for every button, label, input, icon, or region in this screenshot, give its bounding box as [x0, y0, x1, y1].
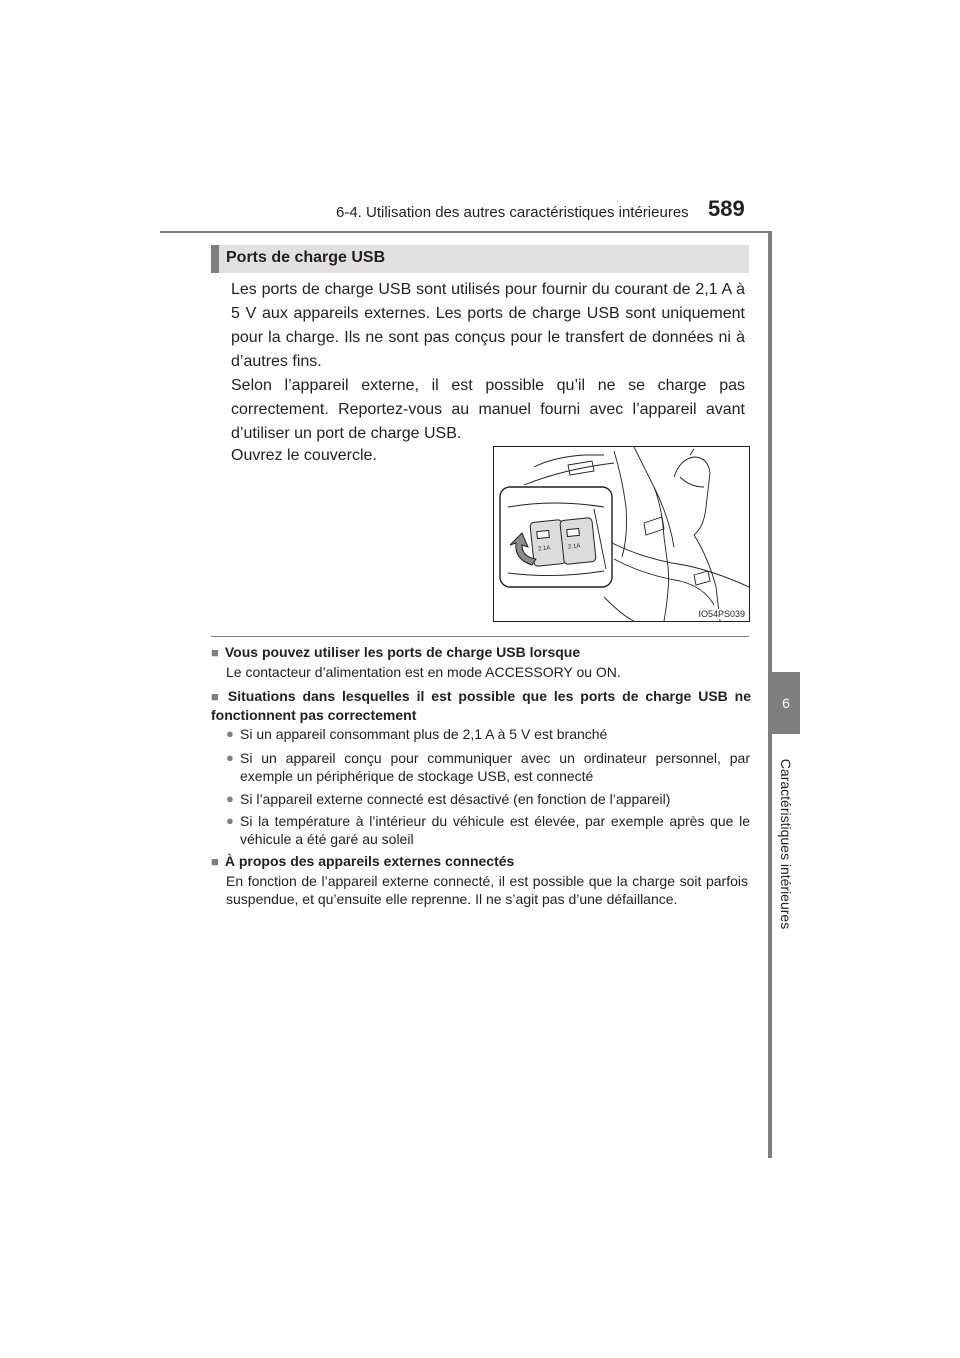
square-bullet-icon: ■	[211, 854, 219, 869]
bullet-text: Si un appareil consommant plus de 2,1 A à 5 V est branché	[240, 726, 608, 742]
step-text: Ouvrez le couvercle.	[231, 447, 377, 464]
chapter-label: Caractéristiques intérieures	[778, 758, 794, 930]
circle-bullet-icon: ●	[226, 791, 234, 806]
usb-port-illustration	[493, 446, 750, 622]
circle-bullet-icon: ●	[226, 750, 234, 765]
bullet-text: Si la température à l’intérieur du véhicule est élevée, par exemple après que le véhicule a été garé au soleil	[240, 813, 750, 847]
chapter-number-tab: 6	[772, 672, 800, 734]
circle-bullet-icon: ●	[226, 726, 234, 741]
note-heading-2	[211, 687, 751, 724]
section-divider	[211, 636, 749, 637]
note-heading-1	[211, 643, 751, 662]
note-text-1: Le contacteur d’alimentation est en mode ACCESSORY ou ON.	[226, 664, 621, 680]
section-header-bar	[211, 245, 219, 273]
bullet-text: Si un appareil conçu pour communiquer avec un ordinateur personnel, par exemple un périphérique de stockage USB, est connecté	[240, 750, 750, 784]
square-bullet-icon: ■	[211, 689, 222, 704]
bullet-item	[226, 725, 750, 743]
square-bullet-icon: ■	[211, 645, 219, 660]
note-heading-3	[211, 852, 751, 871]
usb-port-label-1: 2.1A	[537, 545, 551, 553]
bullet-item	[226, 812, 750, 848]
note-heading-1-text: Vous pouvez utiliser les ports de charge USB lorsque	[224, 644, 581, 660]
page-number: 589	[708, 196, 745, 221]
section-header	[211, 245, 749, 273]
note-heading-3-text: À propos des appareils externes connectés	[224, 853, 515, 869]
bullet-item	[226, 790, 750, 808]
usb-port-label-2: 2.1A	[567, 543, 581, 551]
header-rule	[160, 231, 772, 233]
note-heading-2-text: Situations dans lesquelles il est possible que les ports de charge USB ne fonctionnent pas correctement	[211, 688, 752, 723]
bullet-item	[226, 749, 750, 785]
usb-port-drawing	[494, 447, 749, 621]
section-title: Ports de charge USB	[226, 249, 386, 266]
bullet-text: Si l’appareil externe connecté est désactivé (en fonction de l’appareil)	[240, 791, 671, 807]
circle-bullet-icon: ●	[226, 813, 234, 828]
note-text-3: En fonction de l’appareil externe connecté, il est possible que la charge soit parfois suspendue, et qu’ensuite elle reprenne. Il ne s’agit pas d’une défaillance.	[226, 873, 748, 907]
body-paragraph-1: Les ports de charge USB sont utilisés pour fournir du courant de 2,1 A à 5 V aux appareils externes. Les ports de charge USB sont uniquement pour la charge. Ils ne sont pas conçus pour le transfert de données ni à d’autres fins.	[231, 281, 745, 370]
figure-code: IO54PS039	[698, 609, 745, 619]
body-paragraph-2: Selon l’appareil externe, il est possible qu’il ne se charge pas correctement. Reportez-vous au manuel fourni avec l’appareil avant d’utiliser un port de charge USB.	[231, 377, 745, 442]
header-section-title: 6-4. Utilisation des autres caractéristiques intérieures	[336, 204, 689, 221]
